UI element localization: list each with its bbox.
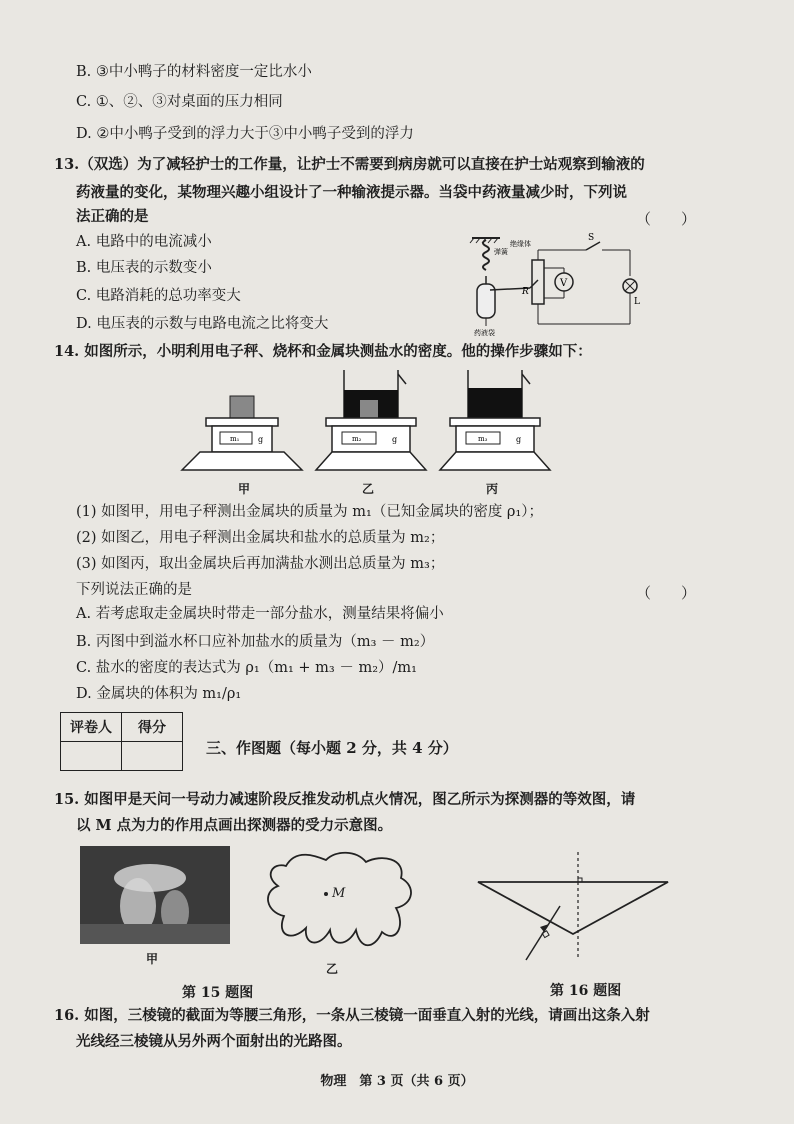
scale-yi-reading: m₂ <box>352 435 362 443</box>
q16-caption: 第 16 题图 <box>550 983 622 999</box>
q13-option-b: B. 电压表的示数变小 <box>76 260 212 276</box>
q14-option-d: D. 金属块的体积为 m₁/ρ₁ <box>76 686 242 702</box>
scale-jia-reading: m₁ <box>230 435 240 443</box>
voltmeter-label: V <box>560 278 568 289</box>
scale-bing-label: 丙 <box>486 482 499 496</box>
q14-prompt: 下列说法正确的是 <box>76 582 192 598</box>
q14-step2: (2) 如图乙，用电子秤测出金属块和盐水的总质量为 m₂； <box>76 530 445 546</box>
q15-stem-line2: 以 M 点为力的作用点画出探测器的受力示意图。 <box>76 817 393 834</box>
q14-option-b: B. 丙图中到溢水杯口应补加盐水的质量为（m₃ － m₂） <box>76 634 435 650</box>
q12-option-b: B. ③中小鸭子的材料密度一定比水小 <box>76 64 312 80</box>
grader-header: 评卷人 <box>61 713 122 742</box>
scale-bing-unit: g <box>516 435 522 444</box>
scale-bing <box>440 370 550 470</box>
q16-stem-line1: 16. 如图，三棱镜的截面为等腰三角形，一条从三棱镜一面垂直入射的光线，请画出这条入射 <box>54 1007 650 1024</box>
score-cell[interactable] <box>122 742 183 771</box>
q14-step1: (1) 如图甲，用电子秤测出金属块的质量为 m₁（已知金属块的密度 ρ₁）； <box>76 504 544 520</box>
q12-option-d: D. ②中小鸭子受到的浮力大于③中小鸭子受到的浮力 <box>76 126 414 142</box>
scale-yi <box>316 370 426 470</box>
q12-option-c: C. ①、②、③对桌面的压力相同 <box>76 94 283 110</box>
scale-jia <box>182 396 302 470</box>
point-m-label: M <box>332 886 346 901</box>
q14-scale-figures <box>180 366 620 472</box>
q13-option-d: D. 电压表的示数与电路电流之比将变大 <box>76 316 329 332</box>
q14-option-c: C. 盐水的密度的表达式为 ρ₁（m₁ + m₃ － m₂）/m₁ <box>76 660 417 676</box>
spring-label: 弹簧 <box>494 248 508 256</box>
q15-fig-yi-label: 乙 <box>326 962 339 976</box>
q14-stem: 14. 如图所示，小明利用电子秤、烧杯和金属块测盐水的密度。他的操作步骤如下： <box>54 343 592 360</box>
scale-jia-label: 甲 <box>238 482 251 496</box>
insulator-label: 绝缘体 <box>510 240 531 248</box>
score-table <box>60 712 183 771</box>
q16-prism-figure <box>470 850 680 966</box>
q13-circuit-figure <box>460 232 640 336</box>
q15-photo-jia <box>80 846 230 944</box>
q14-step3: (3) 如图丙，取出金属块后再加满盐水测出总质量为 m₃； <box>76 556 445 572</box>
q13-stem-line2: 药液量的变化，某物理兴趣小组设计了一种输液提示器。当袋中药液量减少时，下列说 <box>76 184 627 201</box>
q13-answer-paren: （ ） <box>636 210 697 228</box>
scale-jia-unit: g <box>258 435 264 444</box>
scale-yi-label: 乙 <box>362 482 375 496</box>
grader-cell[interactable] <box>61 742 122 771</box>
q14-answer-paren: （ ） <box>636 584 697 602</box>
score-header: 得分 <box>122 713 183 742</box>
q15-stem-line1: 15. 如图甲是天问一号动力减速阶段反推发动机点火情况，图乙所示为探测器的等效图，请 <box>54 791 636 808</box>
q15-fig-jia-label: 甲 <box>146 952 159 966</box>
q13-option-a: A. 电路中的电流减小 <box>76 234 212 250</box>
bag-label: 药液袋 <box>474 329 495 336</box>
q13-option-c: C. 电路消耗的总功率变大 <box>76 288 241 304</box>
q15-caption: 第 15 题图 <box>182 985 254 1001</box>
resistor-label: R <box>522 287 529 297</box>
section3-title: 三、作图题（每小题 2 分，共 4 分） <box>206 739 458 757</box>
q13-stem-line1: 13.（双选）为了减轻护士的工作量，让护士不需要到病房就可以直接在护士站观察到输液的 <box>54 156 645 173</box>
scale-yi-unit: g <box>392 435 398 444</box>
q16-stem-line2: 光线经三棱镜从另外两个面射出的光路图。 <box>76 1033 352 1050</box>
switch-label: S <box>588 233 595 243</box>
q14-option-a: A. 若考虑取走金属块时带走一部分盐水，测量结果将偏小 <box>76 606 444 622</box>
scale-bing-reading: m₃ <box>478 435 488 443</box>
page-footer: 物理 第 3 页（共 6 页） <box>320 1074 474 1089</box>
lamp-label: L <box>634 297 640 307</box>
q13-stem-line3: 法正确的是 <box>76 208 149 225</box>
